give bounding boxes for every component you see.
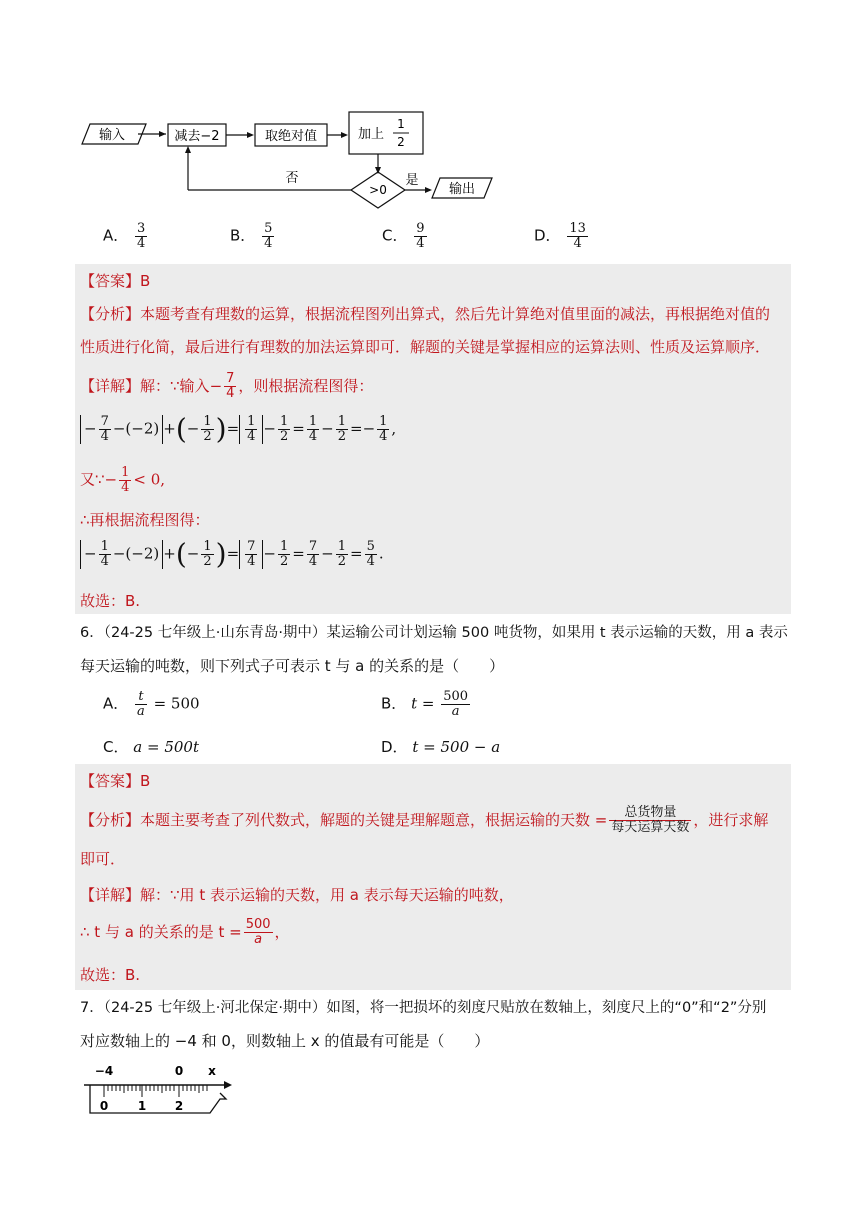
q7-stem-line2: 对应数轴上的 −4 和 0，则数轴上 x 的值最有可能是（ ） <box>80 1032 490 1050</box>
q5-step2-math: − $\frac{1}{4}$ −(−2) +(− $\frac{1}{2}$ )= $\frac{7}{4}$ − $\frac{1}{2}$ = $\frac{7}{4}$ − $\frac{1}{2}$ = $\frac{5}{4}$ . <box>80 540 384 569</box>
q5-therefore: ∴再根据流程图得： <box>80 511 210 529</box>
q6-choose: 故选：B. <box>80 966 141 984</box>
flow-minus2-label: 减去−2 <box>174 129 220 144</box>
flow-output-label: 输出 <box>448 182 476 197</box>
q6-option-a: A． $\frac{t}{a}$ = 500 <box>103 689 200 719</box>
q6-stem-line2: 每天运输的吨数，则下列式子可表示 t 与 a 的关系的是（ ） <box>80 657 505 675</box>
flow-add-den: 2 <box>397 135 405 149</box>
q5-choose: 故选：B. <box>80 592 141 610</box>
flow-add-label: 加上 <box>358 127 385 142</box>
flow-yes-label: 是 <box>405 173 419 188</box>
flow-input-label: 输入 <box>98 128 126 143</box>
q7-axis-label-minus4: −4 <box>94 1064 114 1078</box>
q6-detail: 【详解】解：∵用 t 表示运输的天数，用 a 表示每天运输的吨数， <box>80 886 514 904</box>
q7-ruler-label-2: 2 <box>174 1099 184 1113</box>
q5-analysis-line2: 性质进行化简，最后进行有理数的加法运算即可．解题的关键是掌握相应的运算法则、性质及运算顺序． <box>80 338 771 356</box>
q7-axis-label-x: x <box>208 1064 216 1078</box>
q6-answer: 【答案】B <box>80 772 151 790</box>
q7-ruler-label-1: 1 <box>137 1099 147 1113</box>
q7-ruler-ticks <box>104 1085 207 1097</box>
q6-relation: ∴ t 与 a 的关系的是 t = $\frac{500}{a}$ ， <box>80 917 290 947</box>
q5-options <box>103 222 783 262</box>
q7-stem-line1: 7．（24-25 七年级上·河北保定·期中）如图，将一把损坏的刻度尺贴放在数轴上，刻度尺上的“0”和“2”分别 <box>80 1000 767 1016</box>
q6-solution-block <box>75 764 791 990</box>
q6-option-b: B． t = $\frac{500}{a}$ <box>381 689 469 719</box>
q6-analysis: 【分析】本题主要考查了列代数式，解题的关键是理解题意，根据运输的天数 = $\frac{\text{总货物量}}{\text{每天运算天数}}$ ，进行求解 <box>80 805 769 835</box>
q5-option-c: C． $\frac{9}{4}$ <box>382 221 425 251</box>
flow-add-num: 1 <box>397 117 405 131</box>
q7-axis-label-0: 0 <box>174 1064 184 1078</box>
flow-abs-label: 取绝对值 <box>264 129 318 144</box>
q5-option-d: D． $\frac{13}{4}$ <box>534 221 586 251</box>
q5-analysis-line1: 本题考查有理数的运算，根据流程图列出算式，然后先计算绝对值里面的减法，再根据绝对值的 <box>140 305 771 323</box>
q6-option-c: C． a = 500t <box>103 738 199 756</box>
q5-answer: 【答案】B <box>80 272 151 290</box>
q7-ruler-label-0: 0 <box>99 1099 109 1113</box>
q5-step1-math: − $\frac{7}{4}$ −(−2) +(− $\frac{1}{2}$ )= $\frac{1}{4}$ − $\frac{1}{2}$ = $\frac{1}{4}$ − $\frac{1}{2}$ =− $\frac{1}{4}$ , <box>80 415 396 444</box>
flow-no-label: 否 <box>285 171 299 186</box>
q6-stem-line1: 6．（24-25 七年级上·山东青岛·期中）某运输公司计划运输 500 吨货物，如果用 t 表示运输的天数，用 a 表示 <box>80 625 788 641</box>
q5-option-b: B． $\frac{5}{4}$ <box>230 221 273 251</box>
q5-analysis <box>80 303 790 325</box>
q5-detail-intro: 【详解】解：∵输入− $\frac{7}{4}$ ，则根据流程图得： <box>80 371 374 401</box>
q6-option-d: D． t = 500 − a <box>381 738 501 756</box>
q5-also: 又∵− $\frac{1}{4}$ < 0, <box>80 465 166 495</box>
q6-analysis-line2: 即可． <box>80 850 126 868</box>
q5-option-a: A． $\frac{3}{4}$ <box>103 221 146 251</box>
q7-ruler-figure <box>82 1063 242 1123</box>
flowchart <box>70 100 510 215</box>
q5-analysis-tag: 【分析】 <box>80 305 141 323</box>
flow-condition-label: >0 <box>369 183 387 197</box>
